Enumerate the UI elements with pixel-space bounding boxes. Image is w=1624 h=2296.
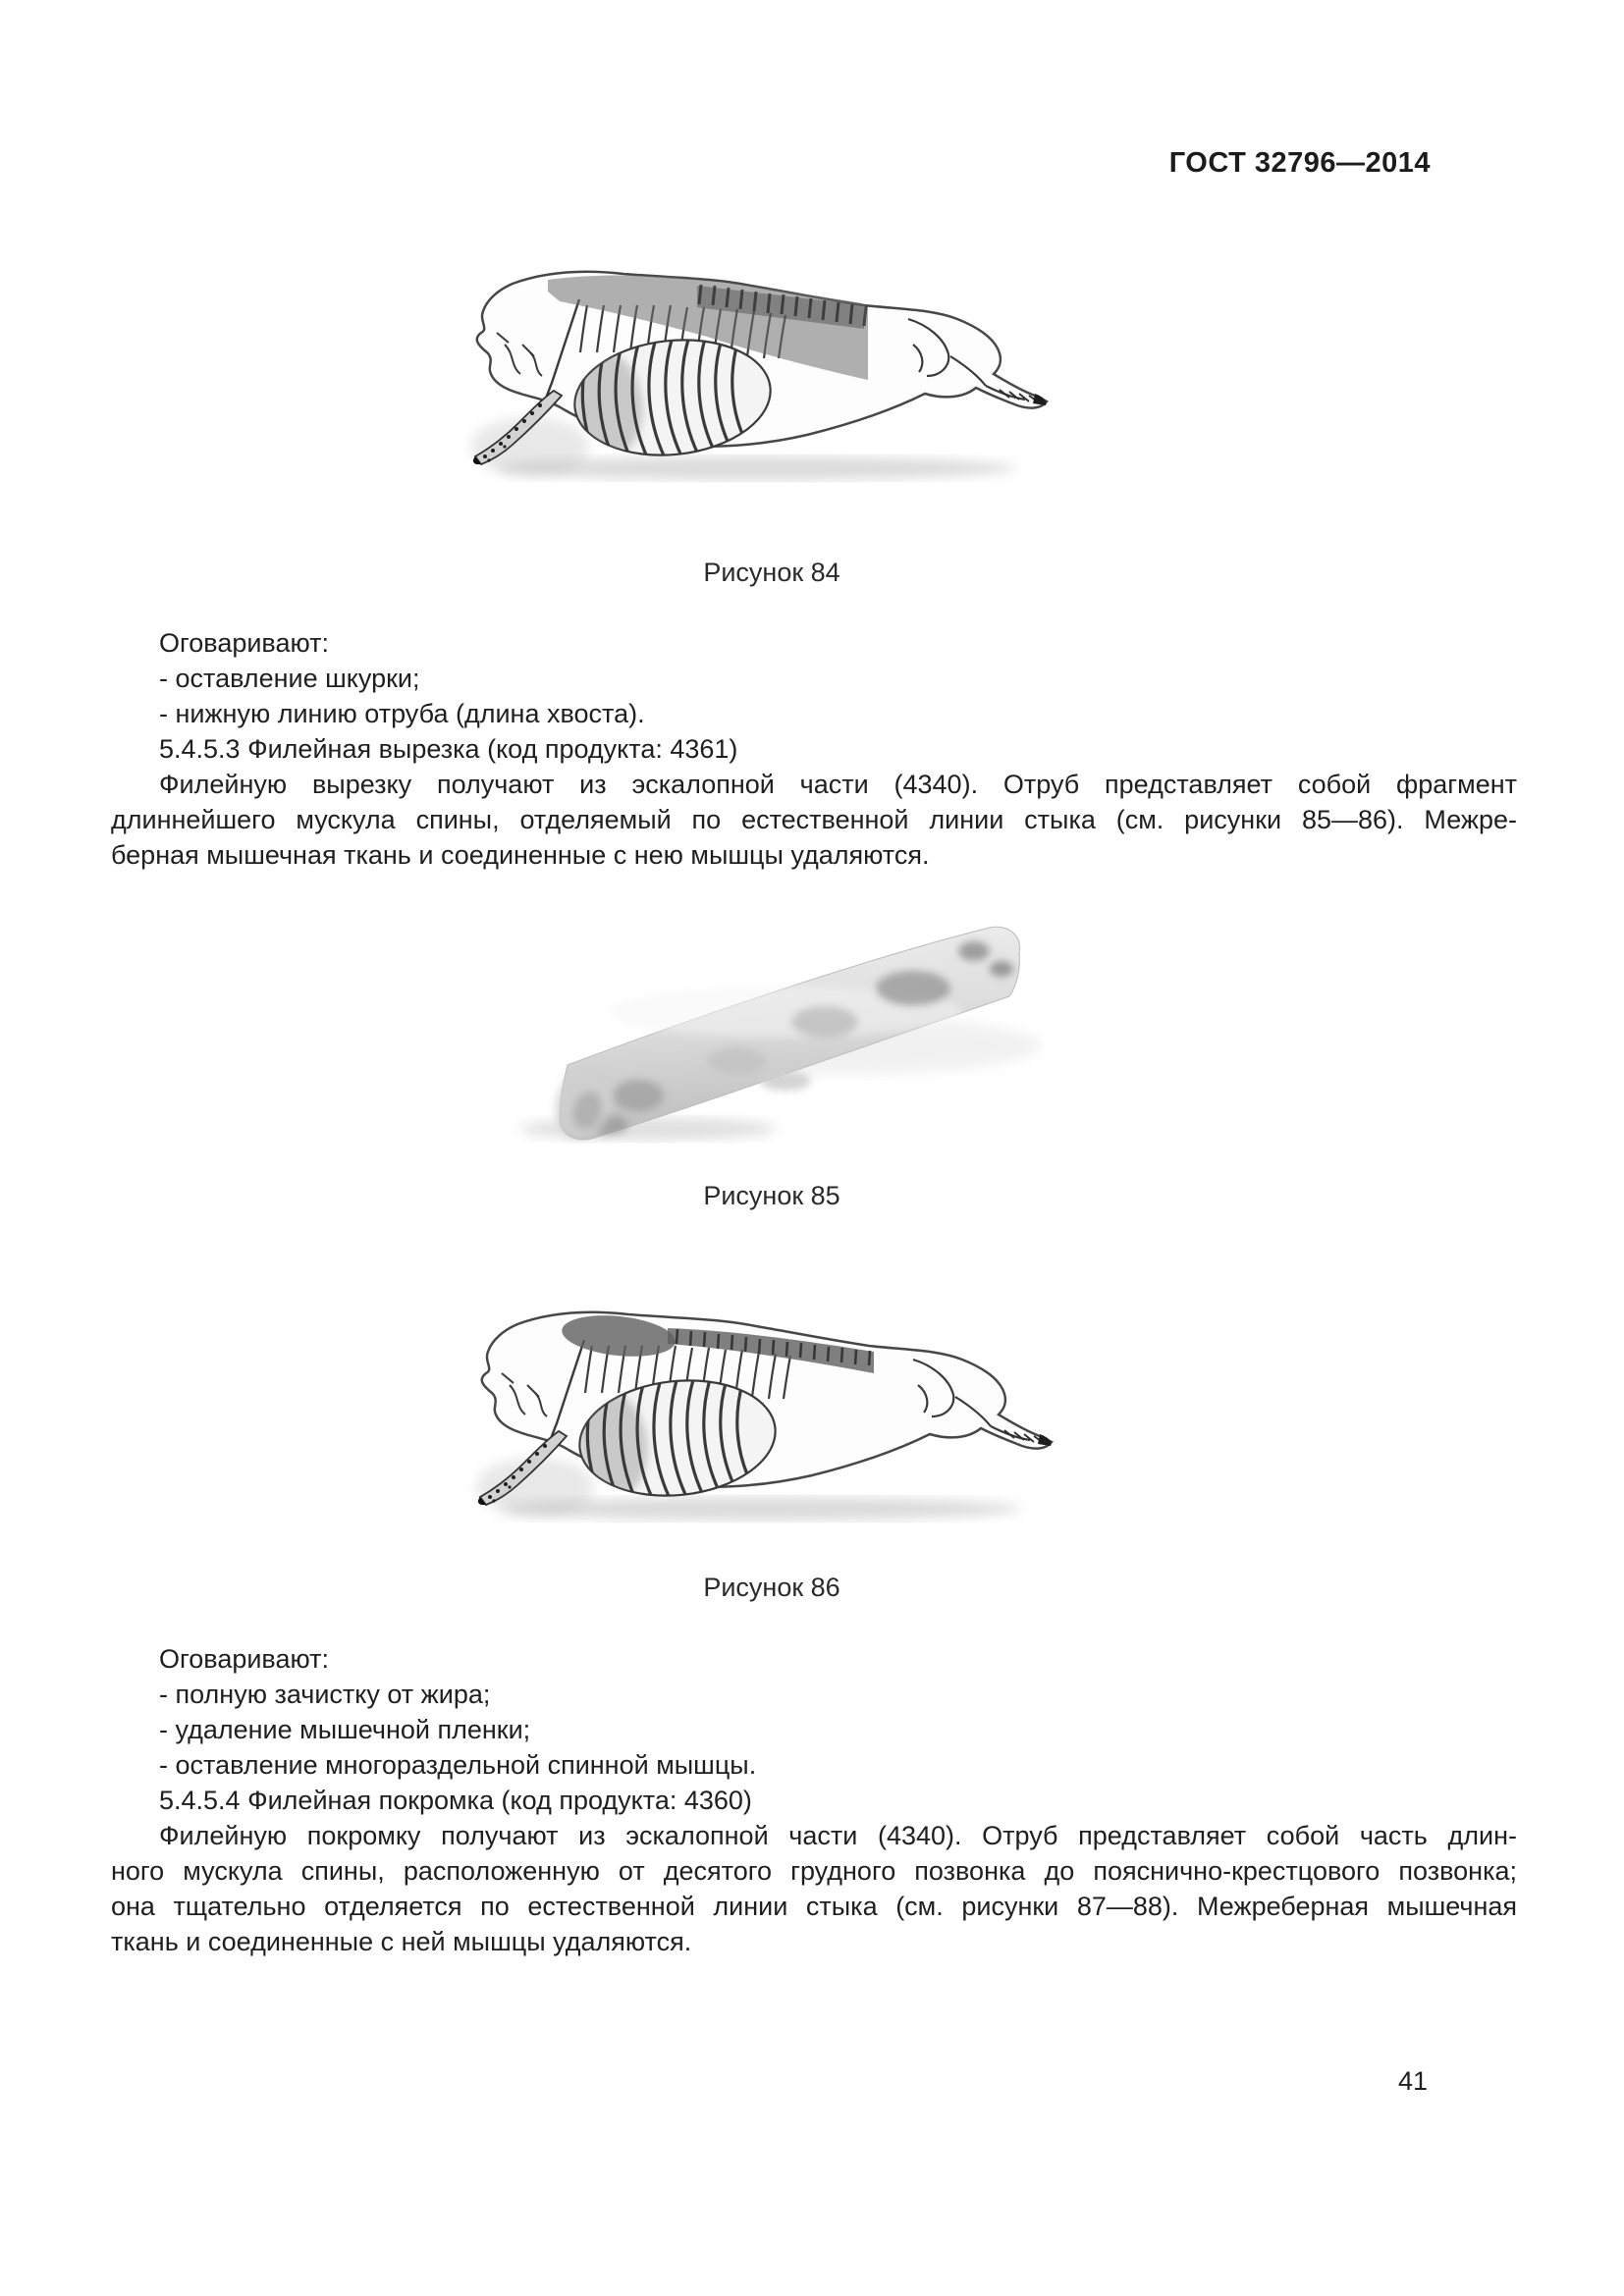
list-item: - удаление мышечной пленки; bbox=[159, 1715, 531, 1744]
list-item: - оставление шкурки; bbox=[159, 664, 420, 693]
figure-84-carcass-diagram bbox=[461, 250, 1051, 486]
paragraph-line: длиннейшего мускула спины, отделяемый по естественной линии стыка (см. рисунки 85—86). Межре- bbox=[111, 805, 1517, 834]
paragraph-line: ткань и соединенные с ней мышцы удаляются. bbox=[111, 1927, 692, 1956]
figure-85-meat-photo bbox=[491, 888, 1060, 1153]
section-heading: 5.4.5.4 Филейная покромка (код продукта: 4360) bbox=[159, 1786, 752, 1815]
list-item: - нижную линию отруба (длина хвоста). bbox=[159, 699, 645, 728]
page-number: 41 bbox=[1398, 2066, 1429, 2096]
section-5453-block bbox=[111, 625, 1517, 873]
section-heading: 5.4.5.3 Филейная вырезка (код продукта: 4361) bbox=[159, 734, 738, 764]
section-5454-block bbox=[111, 1641, 1517, 1959]
list-item: - оставление многораздельной спинной мышцы. bbox=[159, 1750, 757, 1780]
figure-86-carcass-diagram bbox=[466, 1291, 1056, 1526]
paragraph-line: ного мускула спины, расположенную от десятого грудного позвонка до пояснично-крестцового позвонка; bbox=[111, 1856, 1517, 1886]
doc-code: ГОСТ 32796—2014 bbox=[1168, 147, 1431, 179]
paragraph-line: берная мышечная ткань и соединенные с нею мышцы удаляются. bbox=[111, 840, 930, 870]
paragraph-line: Филейную покромку получают из эскалопной части (4340). Отруб представляет собой часть длин- bbox=[159, 1821, 1517, 1850]
running-header bbox=[1169, 147, 1431, 180]
figure-85-caption: Рисунок 85 bbox=[703, 1181, 840, 1210]
figure-84-caption: Рисунок 84 bbox=[703, 558, 840, 587]
paragraph-line: она тщательно отделяется по естественной линии стыка (см. рисунки 87—88). Межреберная мышечная bbox=[111, 1892, 1517, 1921]
figure-86-caption: Рисунок 86 bbox=[703, 1573, 840, 1602]
list-intro: Оговаривают: bbox=[159, 1644, 330, 1674]
list-item: - полную зачистку от жира; bbox=[159, 1680, 491, 1709]
paragraph-line: Филейную вырезку получают из эскалопной части (4340). Отруб представляет собой фрагмент bbox=[159, 770, 1517, 799]
list-intro: Оговаривают: bbox=[159, 628, 330, 658]
